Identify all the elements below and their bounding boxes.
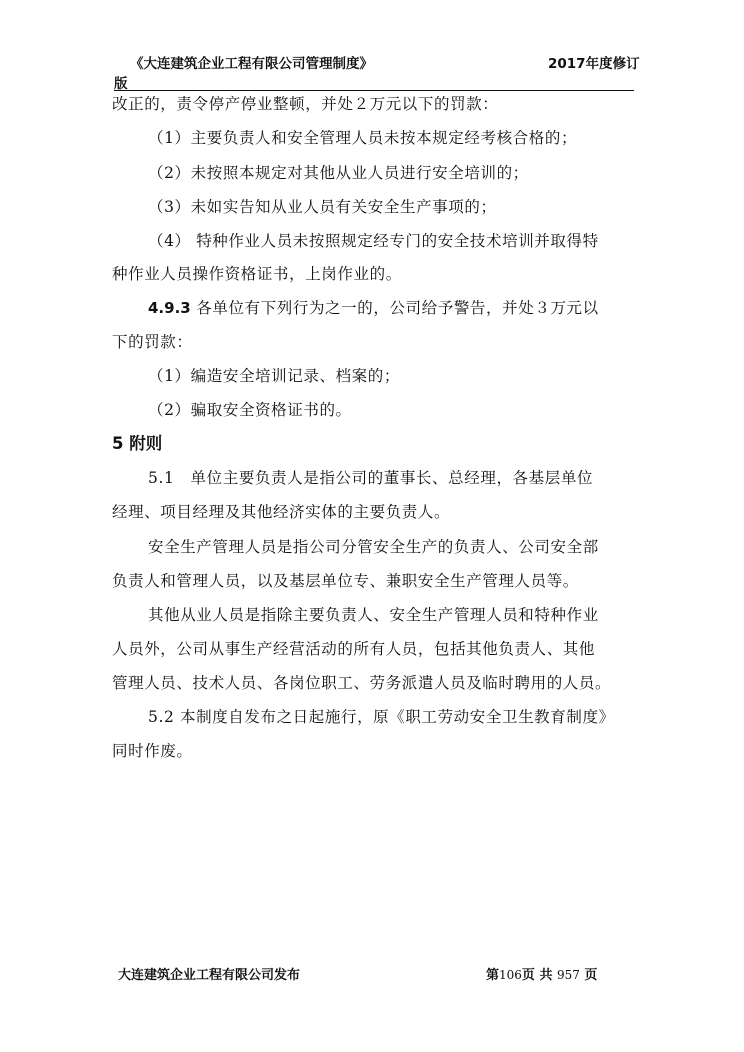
list-item: （3）未如实告知从业人员有关安全生产事项的； (148, 198, 497, 216)
list-item: （1）主要负责人和安全管理人员未按本规定经考核合格的； (148, 129, 578, 147)
header-title: 《大连建筑企业工程有限公司管理制度》 (130, 56, 373, 72)
body-line: 改正的，责令停产停业整顿，并处２万元以下的罚款： (112, 95, 499, 113)
total-pages: 957 (556, 968, 580, 982)
clause-4-9-3 (148, 296, 599, 318)
body-line: 安全生产管理人员是指公司分管安全生产的负责人、公司安全部 (148, 538, 599, 556)
body-line: 管理人员、技术人员、各岗位职工、劳务派遣人员及临时聘用的人员。 (112, 674, 612, 692)
page-mid: 页 共 (521, 968, 557, 983)
section-heading: 5 附则 (112, 434, 163, 453)
body-line: 负责人和管理人员，以及基层单位专、兼职安全生产管理人员等。 (112, 572, 579, 590)
body-line: 经理、项目经理及其他经济实体的主要负责人。 (112, 503, 451, 521)
body-line: 种作业人员操作资格证书，上岗作业的。 (112, 265, 402, 283)
body-line: 5.2 本制度自发布之日起施行，原《职工劳动安全卫生教育制度》 (148, 708, 615, 726)
page-number (486, 964, 597, 983)
list-item: （1）编造安全培训记录、档案的； (148, 367, 400, 385)
page-suffix: 页 (579, 968, 598, 983)
footer-publisher: 大连建筑企业工程有限公司发布 (118, 968, 301, 983)
page-prefix: 第 (486, 968, 500, 983)
header-edition: 2017年度修订 (548, 56, 640, 72)
clause-number: 4.9.3 (148, 299, 191, 317)
clause-text: 各单位有下列行为之一的，公司给予警告，并处３万元以 (190, 299, 599, 317)
body-line: 其他从业人员是指除主要负责人、安全生产管理人员和特种作业 (148, 606, 599, 624)
body-line: 下的罚款： (112, 333, 193, 351)
header-rule (114, 90, 634, 91)
header-edition-wrap: 版 (114, 76, 128, 92)
body-line: 5.1 单位主要负责人是指公司的董事长、总经理，各基层单位 (148, 469, 594, 487)
list-item: （2）未按照本规定对其他从业人员进行安全培训的； (148, 164, 529, 182)
body-line: 同时作废。 (112, 742, 193, 760)
list-item: （4） 特种作业人员未按照规定经专门的安全技术培训并取得特 (148, 232, 599, 250)
body-line: 人员外，公司从事生产经营活动的所有人员，包括其他负责人、其他 (112, 640, 596, 658)
list-item: （2）骗取安全资格证书的。 (148, 401, 352, 419)
current-page: 106 (499, 968, 522, 982)
